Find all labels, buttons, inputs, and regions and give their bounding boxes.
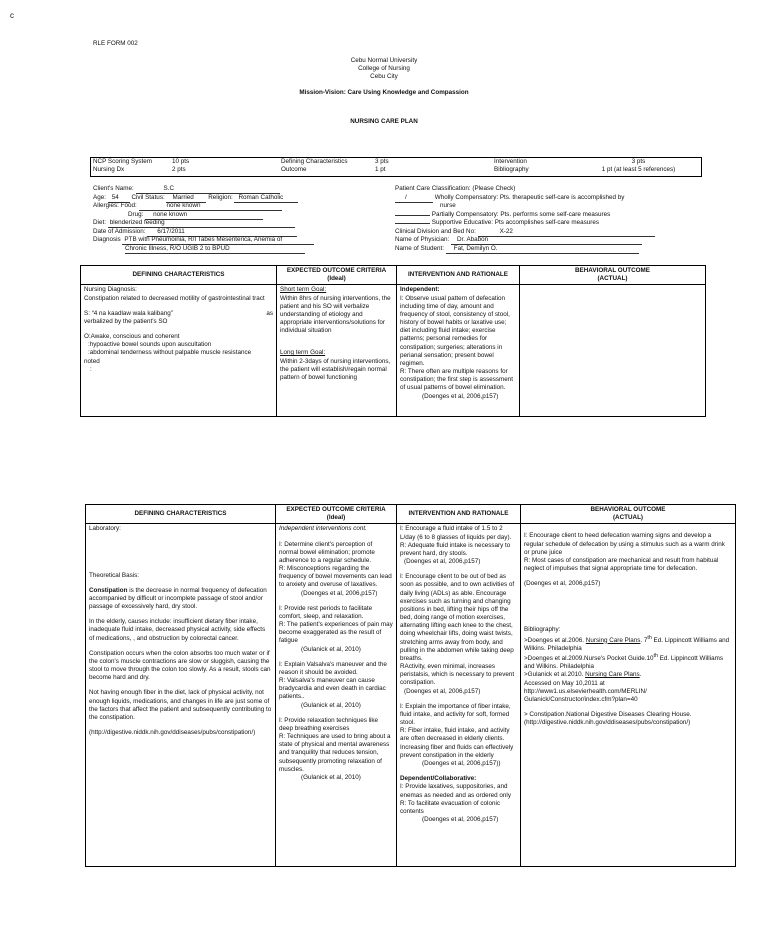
col-expected-outcome: [276, 505, 397, 524]
religion-value: Roman Catholic: [234, 194, 298, 203]
reference: (Gulanick et al, 2010): [301, 645, 361, 653]
bed-label: Clinical Division and Bed No:: [395, 227, 476, 235]
diagnosis-label: Diagnosis: [93, 236, 121, 243]
scoring-cell: Bibliography: [494, 166, 529, 173]
intervention-text: I: Determine client's perception of normal bowel elimination; promote adherence to a regular schedule.: [279, 540, 375, 564]
scoring-cell: 3 pts: [375, 158, 389, 165]
scoring-cell: 2 pts: [172, 166, 186, 173]
bib-3-period: .: [639, 671, 642, 679]
intervention-cell: [397, 524, 521, 867]
bib-1-title: Nursing Care Plans: [585, 636, 641, 644]
nursing-diagnosis-label: Nursing Diagnosis:: [84, 286, 137, 294]
bib-3-title: Nursing Care Plans: [585, 671, 640, 679]
reference: (Doenges et al, 2006,p157): [301, 589, 378, 597]
col-expected-outcome: [277, 266, 397, 285]
table-row: [86, 524, 736, 867]
nursing-diagnosis: Constipation related to decreased motility of gastrointestinal tract: [84, 294, 265, 302]
short-term-goal: Within 8hrs of nursing interventions, the patient and his SO will verbalize understanding of etiology and appropriate interventions/solutions for individual situation: [280, 294, 391, 335]
care-plan-table-1: [80, 265, 706, 417]
diagnosis-value: PTB with Pneumoinia, R/I Tabes Mesenterica, Anemia of: [122, 236, 314, 245]
intervention-text: I: Encourage client to heed defecation warning signs and develop a regular schedule of defecation by using a stimulus such as a warm drink or prune juice: [524, 532, 725, 556]
table-row: [81, 285, 706, 417]
mission-vision: Mission-Vision: Care Using Knowledge and Compassion: [299, 88, 469, 96]
rationale-text: R: The patient's experiences of pain may become exaggerated as the result of fatigue: [279, 621, 393, 645]
bibliography-entry-3: [524, 671, 732, 679]
col-behavioral-outcome: [521, 505, 736, 524]
allergies-food-label: Allergies: Food:: [93, 202, 137, 209]
intervention-text: I: Encourage a fluid intake of 1.5 to 2 L/day (6 to 8 glasses of liquids per day).: [400, 525, 512, 541]
subjective-as: as: [266, 309, 273, 317]
bib-2-author: >Doenges et al.2009.Nurse's Pocket Guide.10: [524, 655, 654, 663]
plan-title: NURSING CARE PLAN: [350, 117, 418, 125]
reference: (Doenges et al, 2006,p157): [404, 687, 481, 695]
city-name: Cebu City: [370, 73, 398, 81]
reference: (Doenges et al, 2006,p157): [404, 558, 481, 566]
intervention-text: I: Encourage client to be out of bed as soon as possible, and to own activities of daily living (ADLs) as able. Encourage exercises such as turning and changing positions in bed, lifting their hips off the bed, doing range of motion exercises, alternating lifting each knee to the chest, doing wheelchair lifts, doing waist twists, stretching arms away from body, and pulling in the abdomen while taking deep breaths.: [400, 573, 515, 662]
behavioral-outcome-cell: [520, 285, 706, 417]
table-header-row: [86, 505, 736, 524]
client-name-label: Client's Name:: [93, 185, 134, 192]
reference: (Doenges et al, 2006,p157)): [422, 759, 501, 767]
theory-paragraph-2: In the elderly, causes include: insufficient dietary fiber intake, inadequate fluid intake, decreased physical activity, side effects of medications, , and obstruction by colorectal cancer.: [89, 618, 266, 642]
scoring-row: [91, 158, 701, 166]
admission-value: 6/17/2011: [147, 228, 297, 237]
theory-source: (http://digestive.niddk.nih.gov/ddiseases/pubs/constipation/): [89, 729, 256, 737]
short-term-goal-label: Short term Goal:: [280, 286, 327, 294]
admission-label: Date of Admission:: [93, 227, 146, 235]
rationale-text: R: To facilitate evacuation of colonic contents: [400, 799, 500, 815]
document-header: [0, 57, 768, 126]
bibliography-entry-4: > Constipation.National Digestive Diseases Clearing House.(http://digestive.niddk.nih.gov/ddiseases/pubs/constipation/): [524, 711, 692, 727]
allergies-drug-value: none known: [145, 211, 263, 220]
theory-paragraph-3: Constipation occurs when the colon absorbs too much water or if the colon's muscle contractions are slow or sluggish, causing the stool to move through the colon too slowly. As a result, stools can become hard and dry.: [89, 649, 271, 682]
col-expected-outcome-sub: (Ideal): [326, 514, 346, 522]
col-defining-characteristics: DEFINING CHARACTERISTICS: [81, 266, 277, 285]
col-expected-outcome-title: EXPECTED OUTCOME CRITERIA: [286, 506, 386, 513]
constipation-term: Constipation: [89, 586, 128, 594]
scoring-cell: 3 pts: [631, 158, 646, 165]
defining-characteristics-cell: [81, 285, 277, 417]
intervention-cell: [397, 285, 520, 417]
bib-2-publisher: Ed. Lippincott Williams and Wilkins. Philadelphia: [524, 655, 723, 671]
client-name-value: S.C: [136, 185, 280, 194]
age-label: Age:: [93, 193, 106, 201]
col-intervention-rationale: INTERVENTION AND RATIONALE: [397, 505, 521, 524]
check-partially: [395, 215, 430, 216]
objective-cue-4: :: [90, 365, 92, 373]
col-behavioral-outcome-title: BEHAVIORAL OUTCOME: [590, 506, 666, 513]
classification-title: Patient Care Classification: (Please Check): [395, 185, 516, 192]
option-wholly-cont: nurse: [440, 202, 456, 209]
rationale-text: R: There often are multiple reasons for constipation; the first step is assessment of usual patterns of bowel elimination.: [400, 368, 514, 392]
rationale-text: R: Techniques are used to bring about a state of physical and mental awareness and tranquility that reduces tension, subsequently promoting relaxation of muscles.: [279, 733, 391, 773]
scoring-cell: Outcome: [281, 166, 307, 173]
objective-cue-2: :abdominal tenderness without palpable muscle resistance: [88, 349, 252, 357]
diet-label: Diet:: [93, 219, 106, 226]
option-partially: Partially Compensatory: Pts. performs some self-care measures: [431, 210, 611, 218]
bed-value: X-22: [478, 228, 655, 237]
intervention-text: I: Explain the importance of fiber intake, fluid intake, and activity for soft, formed stool.: [400, 702, 511, 727]
col-behavioral-outcome-title: BEHAVIORAL OUTCOME: [575, 267, 650, 274]
corner-mark: c: [10, 11, 14, 20]
scoring-cell: NCP Scoring System: [93, 158, 153, 165]
check-supportive: [395, 223, 430, 224]
religion-label: Religion:: [208, 193, 233, 201]
subjective-cue: [84, 310, 273, 318]
intervention-text: I: Observe usual pattern of defecation including time of day, amount and frequency of stool, consistency of stool, history of bowel habits or laxative use; diet including fluid intake; exercise patterns; personal remedies for constipation; surgeries; alterations in perianal sensation; present bowel regimen.: [400, 294, 510, 367]
scoring-cell: Intervention: [494, 158, 527, 165]
rationale-text: RActivity, even minimal, increases peristalsis, which is necessary to prevent constipation.: [400, 663, 515, 687]
independent-label: Independent:: [400, 286, 440, 294]
col-intervention-rationale: INTERVENTION AND RATIONALE: [397, 266, 520, 285]
rationale-text: R: Adequate fluid intake is necessary to prevent hard, dry stools.: [400, 541, 511, 557]
form-code: RLE FORM 002: [93, 40, 138, 47]
care-plan-table-2: [85, 504, 736, 867]
student-value: Fat, Demilyn O.: [446, 245, 639, 254]
rationale-text: R: Most cases of constipation are mechanical and result from habitual neglect of impulses that signal appropriate time for defecation.: [524, 556, 719, 573]
bibliography-url[interactable]: http://www1.us.elsevierhealth.com/MERLIN/ Gulanick/Constructor/index.cfm?plan=40: [524, 687, 647, 703]
col-expected-outcome-title: EXPECTED OUTCOME CRITERIA: [286, 267, 387, 274]
behavioral-outcome-cell: [521, 524, 736, 867]
intervention-text: I: Provide laxatives, suppositories, and enemas as needed and as ordered only: [400, 783, 511, 799]
objective-cue-3: noted: [84, 357, 100, 365]
check-wholly: /: [395, 194, 433, 203]
scoring-cell: Nursing Dx: [93, 166, 125, 173]
theory-paragraph-1: [89, 587, 272, 612]
physician-value: Dr. Ababon: [451, 236, 642, 245]
col-behavioral-outcome-sub: (ACTUAL): [612, 514, 644, 522]
allergies-food-value: none known: [139, 202, 282, 211]
intervention-text: I: Explain Valsalva's maneuver and the reason it should be avoided.: [279, 660, 387, 676]
age-value: 54: [108, 194, 130, 203]
scoring-cell: 10 pts: [172, 158, 190, 165]
intervention-text: I: Provide rest periods to facilitate comfort, sleep, and relaxation.: [279, 604, 373, 620]
laboratory-label: Laboratory:: [89, 525, 121, 533]
bibliography-entry-1: [524, 635, 732, 653]
client-info: [93, 185, 383, 253]
expected-outcome-cell: [276, 524, 397, 867]
allergies-drug-label: Drug:: [128, 210, 144, 218]
bibliography-entry-2: [524, 653, 732, 671]
diagnosis-value-cont: Chronic Illness, R/O UGIB 2 to BPUD: [125, 245, 305, 254]
intervention-text: I: Provide relaxation techniques like deep breathing exercises: [279, 716, 379, 732]
option-wholly: Wholly Compensatory: Pts. therapeutic self-care is accomplished by: [434, 193, 625, 201]
reference: (Gulanick et al, 2010): [301, 773, 361, 781]
scoring-cell: Defining Characteristics: [281, 158, 348, 165]
objective-cue: O:Awake, conscious and coherent: [84, 333, 180, 341]
bib-1-sup: th: [647, 634, 652, 641]
rationale-text: R: Fiber intake, fluid intake, and activity are often decreased in elderly clients. Increasing fiber and fluids can effectively prevent constipation in the elderly: [400, 727, 514, 759]
bibliography-accessed: Accessed on May 10,2011 at: [524, 679, 605, 687]
civil-status-value: Married: [166, 194, 206, 203]
long-term-goal: Within 2-3days of nursing interventions, the patient will establish/regain normal pattern of bowel functioning: [280, 357, 391, 381]
subjective-cue-cont: verbalized by the patient's SO: [84, 317, 168, 325]
scoring-row: [91, 166, 701, 174]
defining-characteristics-cell: [86, 524, 276, 867]
col-behavioral-outcome: [520, 266, 706, 285]
college-name: College of Nursing: [358, 65, 410, 73]
table-header-row: [81, 266, 706, 285]
bib-3-author: >Gulanick et al.2010.: [524, 671, 586, 679]
rationale-text: R: Misconceptions regarding the frequency of bowel movements can lead to anxiety and overuse of laxatives.: [279, 565, 392, 589]
scoring-system-box: [90, 157, 702, 177]
bib-1-author: >Doenges et al.2006.: [524, 636, 586, 644]
diet-value: blenderized feeding: [108, 219, 295, 228]
bib-2-sup: th: [653, 652, 658, 659]
option-supportive: Supportive Educative: Pts accomplishes self-care measures: [431, 219, 600, 226]
bib-1-edition: . 7: [640, 636, 648, 644]
bib-1-publisher: Ed. Lippincott Williams and Wilkins. Philadelphia: [524, 636, 730, 652]
reference: (Gulanick et al, 2010): [301, 701, 361, 709]
rationale-text: R: Valsalva's maneuver can cause bradycardia and even death in cardiac patients..: [279, 677, 386, 701]
student-label: Name of Student:: [395, 244, 445, 252]
reference: (Doenges et al, 2006,p157): [422, 392, 499, 400]
bibliography-label: Bibliography:: [524, 626, 561, 634]
dependent-label: Dependent/Collaborative:: [400, 775, 477, 783]
continued-label: Independent interventions cont.: [279, 525, 367, 533]
physician-label: Name of Physician:: [395, 236, 450, 243]
scoring-cell: 1 pt: [375, 166, 386, 173]
long-term-goal-label: Long term Goal:: [280, 349, 326, 357]
constipation-definition: is the decrease in normal frequency of defecation accompanied by difficult or incomplete passage of stool and/or passage of excessively hard, dry stool.: [89, 586, 267, 611]
col-behavioral-outcome-sub: (ACTUAL): [597, 275, 628, 283]
subjective-quote: S: “4 na kaadlaw wala kalibang”: [84, 309, 173, 317]
reference: (Doenges et al, 2006,p157): [524, 580, 601, 588]
objective-cue-1: :hypoactive bowel sounds upon auscultation: [88, 341, 212, 349]
col-defining-characteristics: DEFINING CHARACTERISTICS: [86, 505, 276, 524]
university-name: Cebu Normal University: [350, 57, 418, 64]
expected-outcome-cell: [277, 285, 397, 417]
civil-status-label: Civil Status:: [131, 193, 165, 201]
col-expected-outcome-sub: (Ideal): [327, 275, 346, 283]
theoretical-basis-label: Theoretical Basis:: [89, 571, 140, 579]
scoring-cell: 1 pt (at least 5 references): [601, 166, 676, 173]
care-classification: [395, 185, 685, 253]
theory-paragraph-4: Not having enough fiber in the diet, lack of physical activity, not enough liquids, medications, and changes in life are just some of the factors that affect the patient and subsequently contributing to the constipation.: [89, 689, 272, 721]
reference: (Doenges et al, 2006,p157): [422, 816, 499, 824]
